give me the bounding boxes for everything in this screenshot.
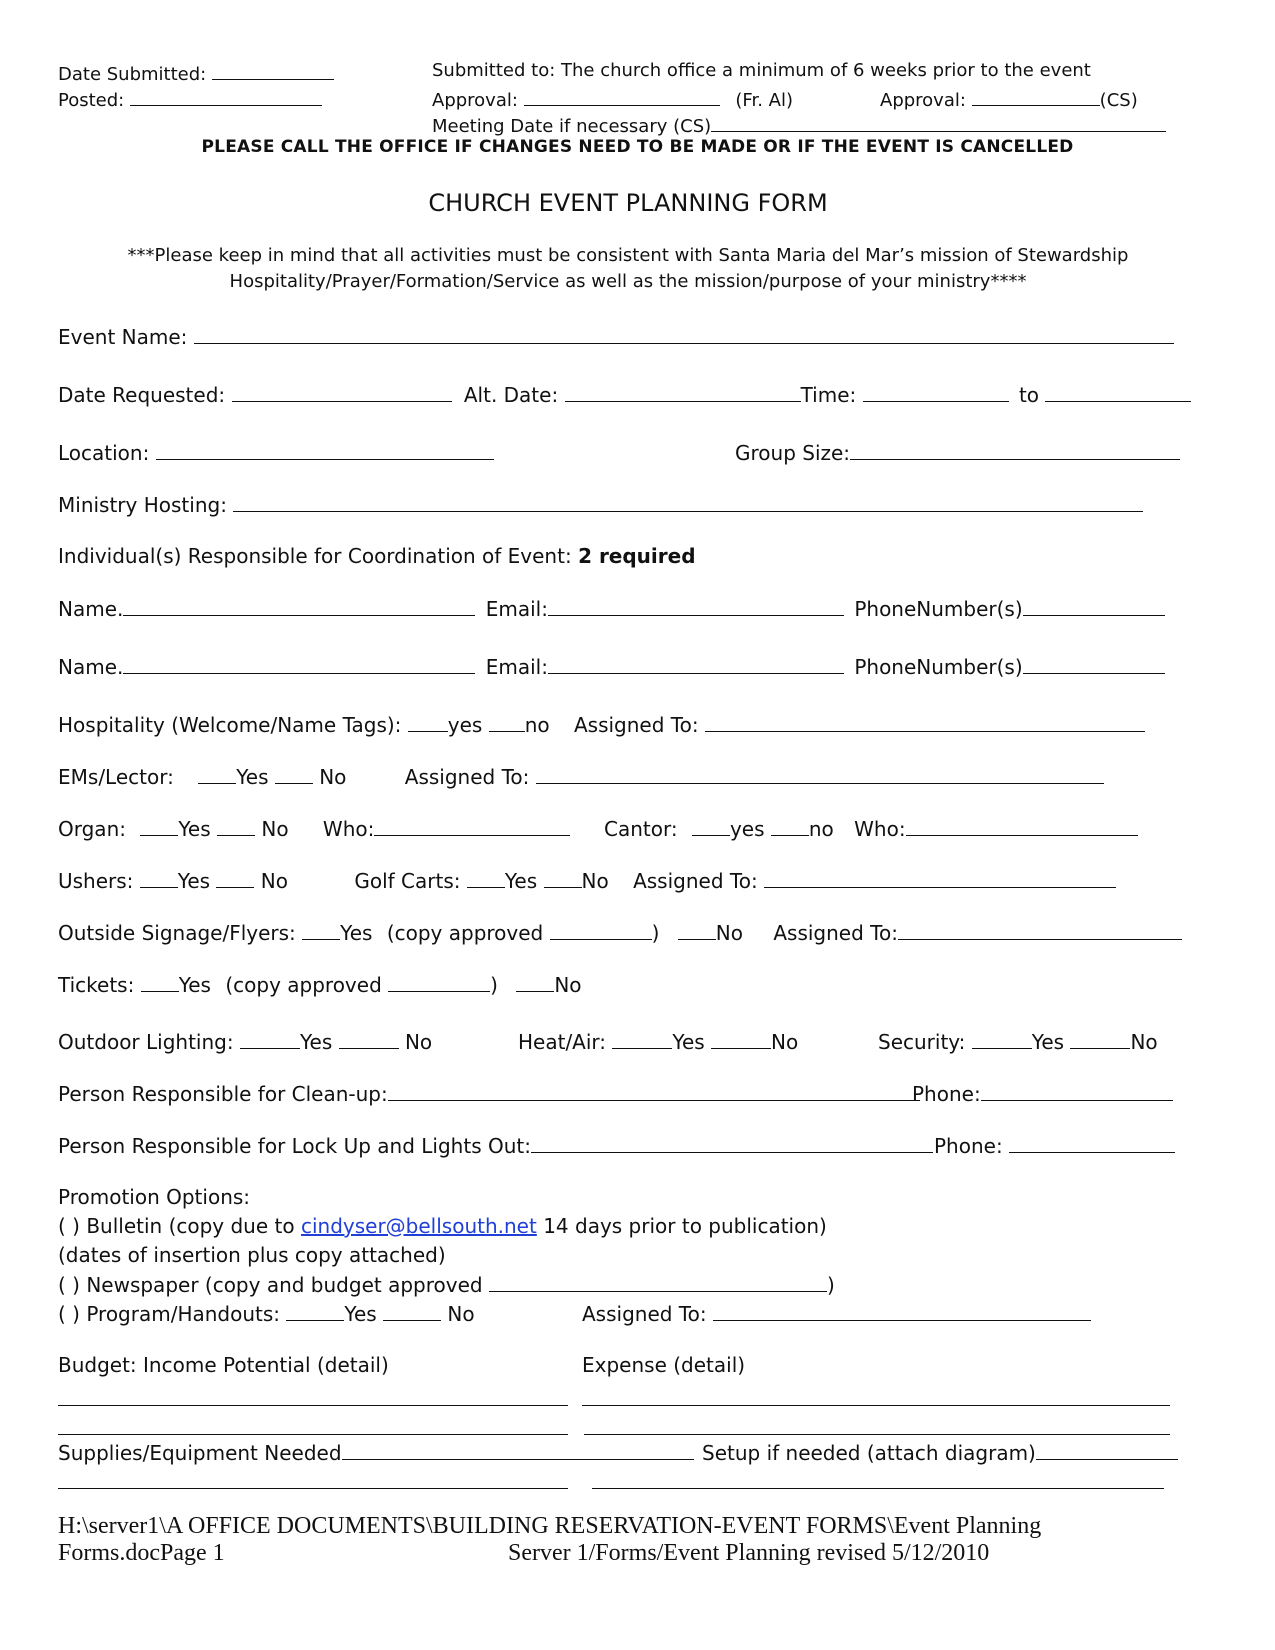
signage-no-label: No bbox=[715, 921, 743, 945]
golf-carts-no-label: No bbox=[581, 869, 609, 893]
approval-label-2: Approval: bbox=[880, 90, 966, 111]
footer-page: Forms.docPage 1 bbox=[58, 1540, 225, 1566]
newspaper-row bbox=[58, 1272, 835, 1297]
cleanup-label: Person Responsible for Clean-up: bbox=[58, 1082, 388, 1106]
signage-yes-field[interactable] bbox=[302, 920, 340, 940]
golf-carts-no-field[interactable] bbox=[544, 868, 582, 888]
organ-who-label: Who: bbox=[322, 817, 375, 841]
coordinators-required: 2 required bbox=[578, 544, 696, 568]
security-label: Security: bbox=[878, 1030, 966, 1054]
supplies-field[interactable] bbox=[342, 1440, 694, 1460]
budget-expense-label: Expense (detail) bbox=[582, 1353, 746, 1377]
signage-close-paren: ) bbox=[651, 921, 660, 945]
group-size-label: Group Size: bbox=[735, 441, 851, 465]
security-no-field[interactable] bbox=[1070, 1029, 1130, 1049]
date-requested-label: Date Requested: bbox=[58, 383, 226, 407]
event-name-field[interactable] bbox=[194, 324, 1174, 344]
date-submitted-field[interactable] bbox=[212, 60, 334, 80]
ems-lector-no-label: No bbox=[319, 765, 347, 789]
date-submitted-label: Date Submitted: bbox=[58, 64, 207, 85]
signage-no-field[interactable] bbox=[678, 920, 716, 940]
security-yes-label: Yes bbox=[1031, 1030, 1065, 1054]
golf-carts-yes-field[interactable] bbox=[467, 868, 505, 888]
ushers-label: Ushers: bbox=[58, 869, 134, 893]
supplies-row bbox=[58, 1440, 694, 1465]
tickets-no-field[interactable] bbox=[516, 972, 554, 992]
lockup-row bbox=[58, 1133, 933, 1158]
ems-lector-yes-label: Yes bbox=[236, 765, 269, 789]
cantor-yes-label: yes bbox=[729, 817, 765, 841]
change-notice: PLEASE CALL THE OFFICE IF CHANGES NEED TO BE MADE OR IF THE EVENT IS CANCELLED bbox=[201, 137, 1074, 157]
setup-line-2[interactable] bbox=[592, 1488, 1164, 1489]
cantor-no-field[interactable] bbox=[771, 816, 809, 836]
insertion-note: (dates of insertion plus copy attached) bbox=[58, 1243, 446, 1267]
hospitality-assigned-field[interactable] bbox=[705, 712, 1145, 732]
program-assigned-field[interactable] bbox=[713, 1301, 1091, 1321]
lockup-phone-row bbox=[934, 1133, 1175, 1158]
bulletin-suffix: 14 days prior to publication) bbox=[543, 1214, 827, 1238]
organ-no-label: No bbox=[261, 817, 289, 841]
coordinators-row bbox=[58, 544, 696, 568]
program-yes-field[interactable] bbox=[286, 1301, 344, 1321]
golf-carts-yes-label: Yes bbox=[504, 869, 538, 893]
hospitality-row bbox=[58, 712, 1145, 737]
expense-line-2[interactable] bbox=[584, 1434, 1170, 1435]
setup-row bbox=[702, 1440, 1178, 1465]
approval-fr-al-row bbox=[432, 86, 793, 112]
event-name-row bbox=[58, 324, 1174, 349]
organ-label: Organ: bbox=[58, 817, 126, 841]
hospitality-assigned-label: Assigned To: bbox=[573, 713, 699, 737]
outdoor-lighting-label: Outdoor Lighting: bbox=[58, 1030, 234, 1054]
coordinator-2-email-field[interactable] bbox=[548, 654, 844, 674]
ushers-yes-field[interactable] bbox=[140, 868, 178, 888]
approval-cs-row bbox=[880, 86, 1138, 112]
outdoor-lighting-no-label: No bbox=[404, 1030, 433, 1054]
ems-lector-yes-field[interactable] bbox=[198, 764, 236, 784]
ushers-no-label: No bbox=[260, 869, 288, 893]
tickets-copy-label: (copy approved bbox=[225, 973, 382, 997]
location-field[interactable] bbox=[156, 440, 494, 460]
cantor-row bbox=[604, 816, 1138, 841]
footer-path: H:\server1\A OFFICE DOCUMENTS\BUILDING RESERVATION-EVENT FORMS\Event Planning bbox=[58, 1513, 1042, 1539]
cantor-no-label: no bbox=[808, 817, 834, 841]
footer-revision: Server 1/Forms/Event Planning revised 5/12/2010 bbox=[508, 1540, 990, 1566]
program-no-field[interactable] bbox=[383, 1301, 441, 1321]
ems-lector-row bbox=[58, 764, 1104, 789]
newspaper-label[interactable]: ( ) Newspaper (copy and budget approved bbox=[58, 1273, 483, 1297]
signage-row bbox=[58, 920, 1182, 945]
meeting-date-label: Meeting Date if necessary (CS) bbox=[432, 116, 712, 137]
heat-air-no-label: No bbox=[771, 1030, 799, 1054]
heat-air-yes-label: Yes bbox=[672, 1030, 705, 1054]
bulletin-prefix[interactable]: ( ) Bulletin (copy due to bbox=[58, 1214, 295, 1238]
group-size-field[interactable] bbox=[850, 440, 1180, 460]
lockup-phone-field[interactable] bbox=[1009, 1133, 1175, 1153]
coordinator-1-phone-field[interactable] bbox=[1023, 596, 1165, 616]
heat-air-no-field[interactable] bbox=[711, 1029, 771, 1049]
date-requested-row bbox=[58, 382, 1191, 407]
tickets-close-paren: ) bbox=[490, 973, 498, 997]
supplies-label: Supplies/Equipment Needed bbox=[58, 1441, 342, 1465]
golf-carts-label: Golf Carts: bbox=[354, 869, 461, 893]
coordinator-2-phone-field[interactable] bbox=[1023, 654, 1165, 674]
cleanup-row bbox=[58, 1081, 920, 1106]
outdoor-lighting-yes-field[interactable] bbox=[240, 1029, 300, 1049]
approval-cs-field[interactable] bbox=[972, 86, 1100, 106]
coordinator-1-email-label: Email: bbox=[485, 597, 548, 621]
heat-air-label: Heat/Air: bbox=[518, 1030, 607, 1054]
program-row bbox=[58, 1301, 475, 1326]
heat-air-row bbox=[518, 1029, 798, 1054]
hospitality-yes-field[interactable] bbox=[408, 712, 448, 732]
alt-date-label: Alt. Date: bbox=[463, 383, 559, 407]
tickets-copy-field[interactable] bbox=[388, 972, 490, 992]
cleanup-phone-row bbox=[912, 1081, 1173, 1106]
lockup-phone-label: Phone: bbox=[934, 1134, 1003, 1158]
security-no-label: No bbox=[1130, 1030, 1158, 1054]
group-size-row bbox=[735, 440, 1180, 465]
organ-yes-label: Yes bbox=[178, 817, 211, 841]
program-yes-label: Yes bbox=[344, 1302, 377, 1326]
approval-suffix-1: (Fr. Al) bbox=[735, 90, 794, 111]
coordinator-2-row bbox=[58, 654, 1165, 679]
tickets-row bbox=[58, 972, 582, 997]
golf-carts-assigned-field[interactable] bbox=[764, 868, 1116, 888]
cleanup-field[interactable] bbox=[388, 1081, 920, 1101]
hospitality-no-field[interactable] bbox=[489, 712, 525, 732]
tickets-no-label: No bbox=[554, 973, 582, 997]
time-start-field[interactable] bbox=[863, 382, 1009, 402]
newspaper-field[interactable] bbox=[489, 1272, 827, 1292]
outdoor-lighting-no-field[interactable] bbox=[339, 1029, 399, 1049]
lockup-label: Person Responsible for Lock Up and Lights Out: bbox=[58, 1134, 531, 1158]
hospitality-no-label: no bbox=[524, 713, 550, 737]
coordinator-1-row bbox=[58, 596, 1165, 621]
coordinator-1-phone-label: PhoneNumber(s) bbox=[854, 597, 1023, 621]
coordinator-1-email-field[interactable] bbox=[548, 596, 844, 616]
outdoor-lighting-row bbox=[58, 1029, 432, 1054]
cantor-yes-field[interactable] bbox=[692, 816, 730, 836]
location-label: Location: bbox=[58, 441, 150, 465]
tickets-label: Tickets: bbox=[58, 973, 135, 997]
date-submitted-row bbox=[58, 60, 334, 86]
ministry-hosting-field[interactable] bbox=[233, 492, 1143, 512]
program-no-label: No bbox=[447, 1302, 475, 1326]
outdoor-lighting-yes-label: Yes bbox=[299, 1030, 333, 1054]
posted-field[interactable] bbox=[130, 86, 322, 106]
program-assigned-label: Assigned To: bbox=[582, 1302, 707, 1326]
tickets-yes-field[interactable] bbox=[141, 972, 179, 992]
ems-lector-no-field[interactable] bbox=[275, 764, 313, 784]
signage-yes-label: Yes bbox=[340, 921, 373, 945]
organ-yes-field[interactable] bbox=[140, 816, 178, 836]
cleanup-phone-label: Phone: bbox=[912, 1082, 981, 1106]
meeting-date-row bbox=[432, 112, 1166, 138]
posted-row bbox=[58, 86, 322, 112]
supplies-line-2[interactable] bbox=[58, 1488, 568, 1489]
time-label: Time: bbox=[800, 383, 857, 407]
program-assigned-row bbox=[582, 1301, 1091, 1326]
mission-line-1: ***Please keep in mind that all activities must be consistent with Santa Maria del Mar’s mission of Stewardship bbox=[127, 245, 1129, 266]
cantor-who-field[interactable] bbox=[906, 816, 1138, 836]
coordinator-1-name-field[interactable] bbox=[123, 596, 475, 616]
submitted-to-text: Submitted to: The church office a minimum of 6 weeks prior to the event bbox=[432, 60, 1091, 81]
mission-line-2: Hospitality/Prayer/Formation/Service as well as the mission/purpose of your ministry**** bbox=[229, 271, 1027, 292]
ministry-hosting-label: Ministry Hosting: bbox=[58, 493, 227, 517]
ushers-row bbox=[58, 868, 1116, 893]
signage-copy-label: (copy approved bbox=[386, 921, 544, 945]
approval-label-1: Approval: bbox=[432, 90, 518, 111]
coordinators-label: Individual(s) Responsible for Coordination of Event: bbox=[58, 544, 572, 568]
bulletin-row bbox=[58, 1214, 827, 1238]
date-requested-field[interactable] bbox=[232, 382, 452, 402]
signage-copy-field[interactable] bbox=[550, 920, 652, 940]
hospitality-yes-label: yes bbox=[447, 713, 483, 737]
ems-lector-assigned-field[interactable] bbox=[536, 764, 1104, 784]
expense-line-1[interactable] bbox=[582, 1405, 1170, 1406]
setup-field[interactable] bbox=[1036, 1440, 1178, 1460]
approval-suffix-2: (CS) bbox=[1099, 90, 1138, 111]
tickets-yes-label: Yes bbox=[178, 973, 211, 997]
posted-label: Posted: bbox=[58, 90, 125, 111]
signage-assigned-label: Assigned To: bbox=[773, 921, 898, 945]
time-to-label: to bbox=[1018, 383, 1040, 407]
time-end-field[interactable] bbox=[1045, 382, 1191, 402]
event-name-label: Event Name: bbox=[58, 325, 188, 349]
newspaper-close-paren: ) bbox=[826, 1273, 835, 1297]
coordinator-2-name-label: Name. bbox=[58, 655, 124, 679]
signage-assigned-field[interactable] bbox=[898, 920, 1182, 940]
golf-carts-assigned-label: Assigned To: bbox=[633, 869, 758, 893]
organ-row bbox=[58, 816, 570, 841]
page-title: CHURCH EVENT PLANNING FORM bbox=[428, 189, 828, 217]
organ-no-field[interactable] bbox=[217, 816, 255, 836]
coordinator-2-email-label: Email: bbox=[485, 655, 548, 679]
bulletin-email-link[interactable]: cindyser@bellsouth.net bbox=[300, 1214, 537, 1238]
setup-label: Setup if needed (attach diagram) bbox=[702, 1441, 1036, 1465]
ems-lector-assigned-label: Assigned To: bbox=[404, 765, 530, 789]
organ-who-field[interactable] bbox=[374, 816, 570, 836]
coordinator-1-name-label: Name. bbox=[58, 597, 124, 621]
lockup-field[interactable] bbox=[531, 1133, 933, 1153]
signage-label: Outside Signage/Flyers: bbox=[58, 921, 296, 945]
coordinator-2-name-field[interactable] bbox=[123, 654, 475, 674]
meeting-date-field[interactable] bbox=[711, 112, 1166, 132]
budget-income-label: Budget: Income Potential (detail) bbox=[58, 1353, 389, 1377]
income-line-1[interactable] bbox=[58, 1405, 568, 1406]
heat-air-yes-field[interactable] bbox=[612, 1029, 672, 1049]
security-row bbox=[878, 1029, 1158, 1054]
program-label[interactable]: ( ) Program/Handouts: bbox=[58, 1302, 281, 1326]
alt-date-field[interactable] bbox=[565, 382, 801, 402]
promotion-label: Promotion Options: bbox=[58, 1185, 251, 1209]
ushers-no-field[interactable] bbox=[216, 868, 254, 888]
coordinator-2-phone-label: PhoneNumber(s) bbox=[854, 655, 1023, 679]
cleanup-phone-field[interactable] bbox=[981, 1081, 1173, 1101]
income-line-2[interactable] bbox=[58, 1434, 568, 1435]
ministry-hosting-row bbox=[58, 492, 1143, 517]
ushers-yes-label: Yes bbox=[177, 869, 211, 893]
security-yes-field[interactable] bbox=[972, 1029, 1032, 1049]
hospitality-label: Hospitality (Welcome/Name Tags): bbox=[58, 713, 402, 737]
cantor-label: Cantor: bbox=[604, 817, 678, 841]
approval-fr-al-field[interactable] bbox=[524, 86, 720, 106]
cantor-who-label: Who: bbox=[854, 817, 906, 841]
location-row bbox=[58, 440, 494, 465]
ems-lector-label: EMs/Lector: bbox=[58, 765, 174, 789]
